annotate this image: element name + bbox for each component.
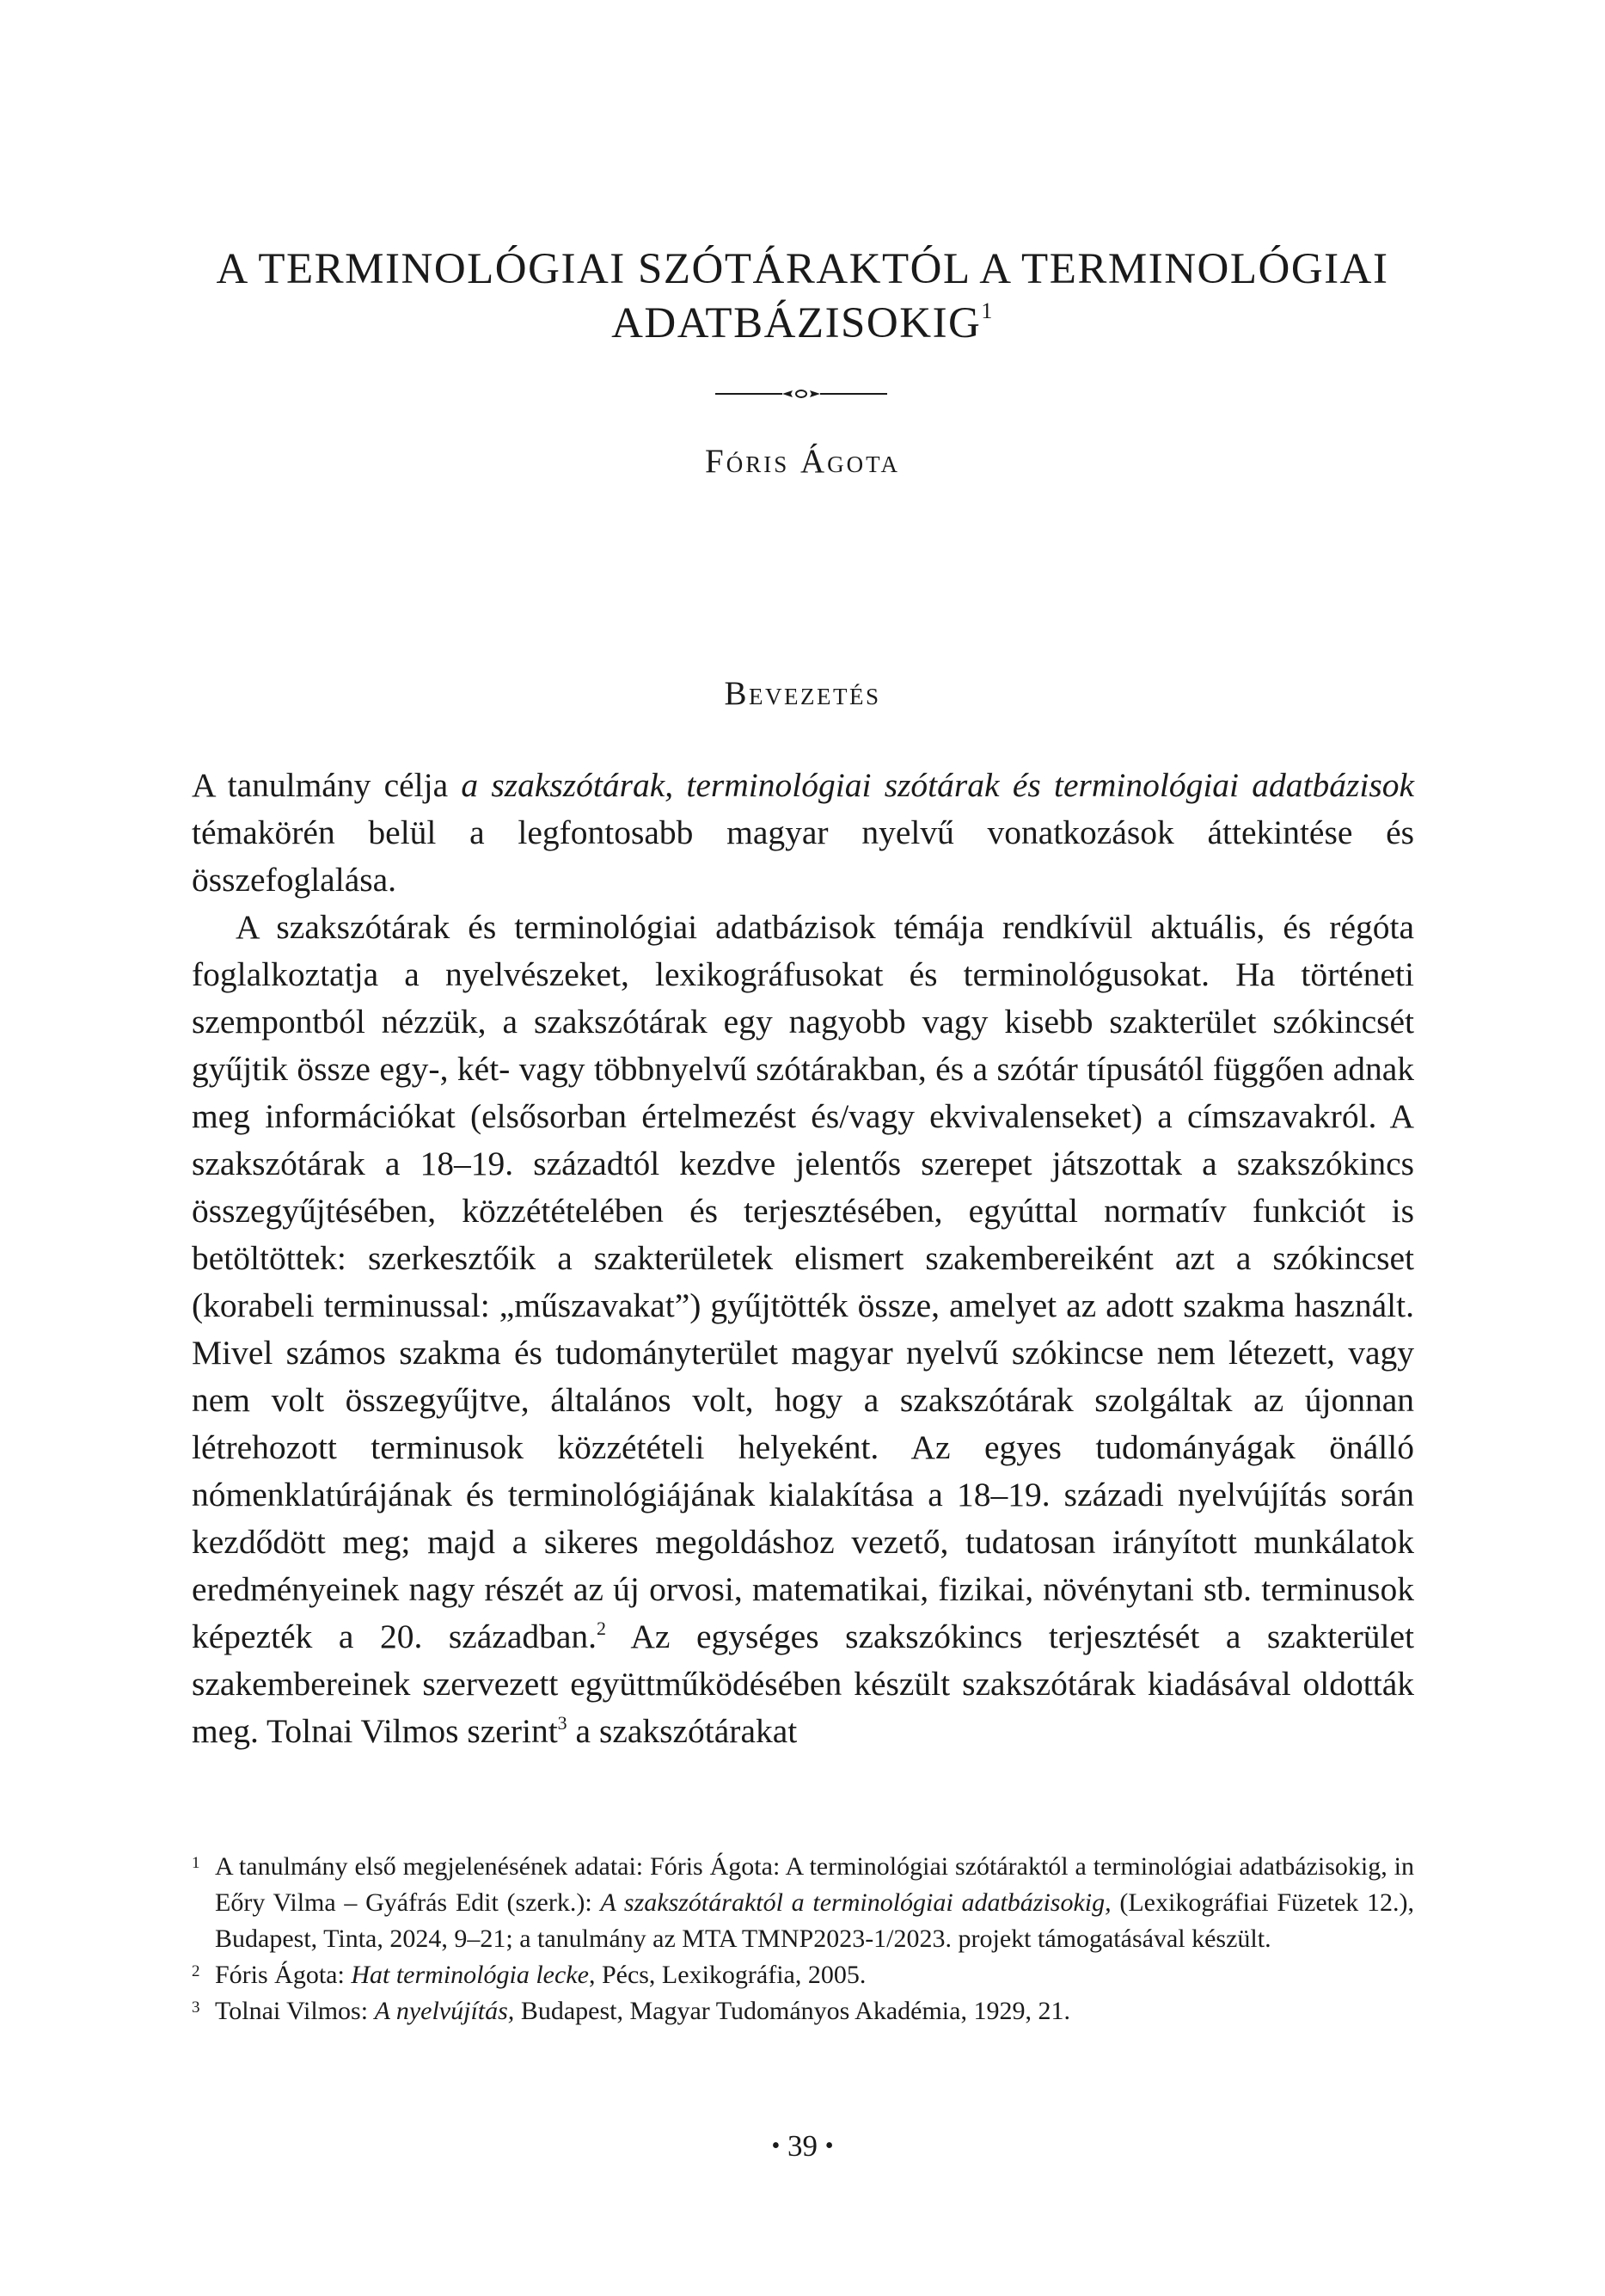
bullet-right-icon: • (824, 2133, 834, 2159)
title-footnote-mark[interactable]: 1 (981, 298, 994, 323)
footnote-text: Fóris Ágota: (215, 1961, 352, 1989)
footnote-text: , Pécs, Lexikográfia, 2005. (588, 1961, 867, 1989)
footnote-text: Tolnai Vilmos: (215, 1997, 375, 2025)
paragraph-2-text-b: Az egységes szakszókincs terjesztését a szakterület szakembereinek szervezett együttműködésében készült szakszótárak kiadásával oldották meg. Tolnai Vilmos szerint (192, 1618, 1414, 1750)
footnote-text: A tanulmány első megjelenésének adatai: Fóris Ágota: A terminológiai szótáraktól a terminológiai adatbázisokig, in Eőry Vilma – Gyáfrás Edit (szerk.): (215, 1852, 1414, 1917)
paragraph-1 (192, 762, 1414, 904)
paragraph-2-text-c: a szakszótárakat (567, 1712, 798, 1750)
paragraph-2 (192, 904, 1414, 1755)
footnote-ref-3[interactable]: 3 (557, 1712, 567, 1734)
chapter-title-line-2-text: ADATBÁZISOKIG (611, 299, 982, 347)
page-number (0, 2129, 1605, 2164)
author-name: Fóris Ágota (705, 443, 900, 480)
page-number-value: 39 (787, 2129, 818, 2163)
footnote-3 (192, 1993, 1414, 2029)
footnote-2 (192, 1957, 1414, 1993)
footnote-number: 3 (192, 1998, 200, 2017)
section-heading: Bevezetés (724, 675, 881, 712)
paragraph-1-text-b: témakörén belül a legfontosabb magyar nyelvű vonatkozások áttekintése és összefoglalása. (192, 813, 1414, 899)
paragraph-1-italic: a szakszótárak, terminológiai szótárak és terminológiai adatbázisok (461, 766, 1414, 804)
footnote-number: 2 (192, 1962, 200, 1980)
footnote-ref-2[interactable]: 2 (597, 1618, 607, 1639)
chapter-title (0, 242, 1605, 351)
paragraph-2-text-a: A szakszótárak és terminológiai adatbázisok témája rendkívül aktuális, és régóta foglalkoztatja a nyelvészeket, lexikográfusokat és terminológusokat. Ha történeti szempontból nézzük, a szakszótárak egy nagyobb vagy kisebb szakterület szókincsét gyűjtik össze egy-, két- vagy többnyelvű szótárakban, és a szótár típusától függően adnak meg információkat (elsősorban értelmezést és/vagy ekvivalenseket) a címszavakról. A szakszótárak a 18–19. századtól kezdve jelentős szerepet játszottak a szakszókincs összegyűjtésében, közzétételében és terjesztésében, egyúttal normatív funkciót is betöltöttek: szerkesztőik a szakterületek elismert szakembereiként azt a szókincset (korabeli terminussal: „műszavakat”) gyűjtötték össze, amelyet az adott szakma használt. Mivel számos szakma és tudományterület magyar nyelvű szókincse nem létezett, vagy nem volt összegyűjtve, általános volt, hogy a szakszótárak szolgáltak az újonnan létrehozott terminusok közzétételi helyeként. Az egyes tudományágak önálló nómenklatúrájának és terminológiájának kialakítása a 18–19. századi nyelvújítás során kezdődött meg; majd a sikeres megoldáshoz vezető, tudatosan irányított munkálatok eredményeinek nagy részét az új orvosi, matematikai, fizikai, növénytani stb. terminusok képezték a 20. században. (192, 908, 1414, 1655)
bullet-left-icon: • (771, 2133, 781, 2159)
footnote-italic: A szakszótáraktól a terminológiai adatbázisokig, (600, 1888, 1112, 1917)
chapter-title-line-2 (0, 297, 1605, 351)
chapter-title-line-1: A TERMINOLÓGIAI SZÓTÁRAKTÓL A TERMINOLÓGIAI (216, 245, 1389, 293)
paragraph-1-text-a: A tanulmány célja (192, 766, 462, 804)
body-text (192, 762, 1414, 1755)
footnote-text: Budapest, Magyar Tudományos Akadémia, 1929, 21. (514, 1997, 1070, 2025)
footnote-text: (Lexikográfiai Füzetek 12.), Budapest, Tinta, 2024, 9–21; a tanulmány az MTA TMNP2023-1/2023. projekt támogatásával készült. (215, 1888, 1415, 1953)
footnote-1 (192, 1849, 1414, 1957)
ornament-divider-icon (715, 384, 887, 404)
footnote-number: 1 (192, 1854, 200, 1872)
footnote-italic: A nyelvújítás, (374, 1997, 515, 2025)
footnote-italic: Hat terminológia lecke (351, 1961, 589, 1989)
footnotes (192, 1849, 1414, 2029)
